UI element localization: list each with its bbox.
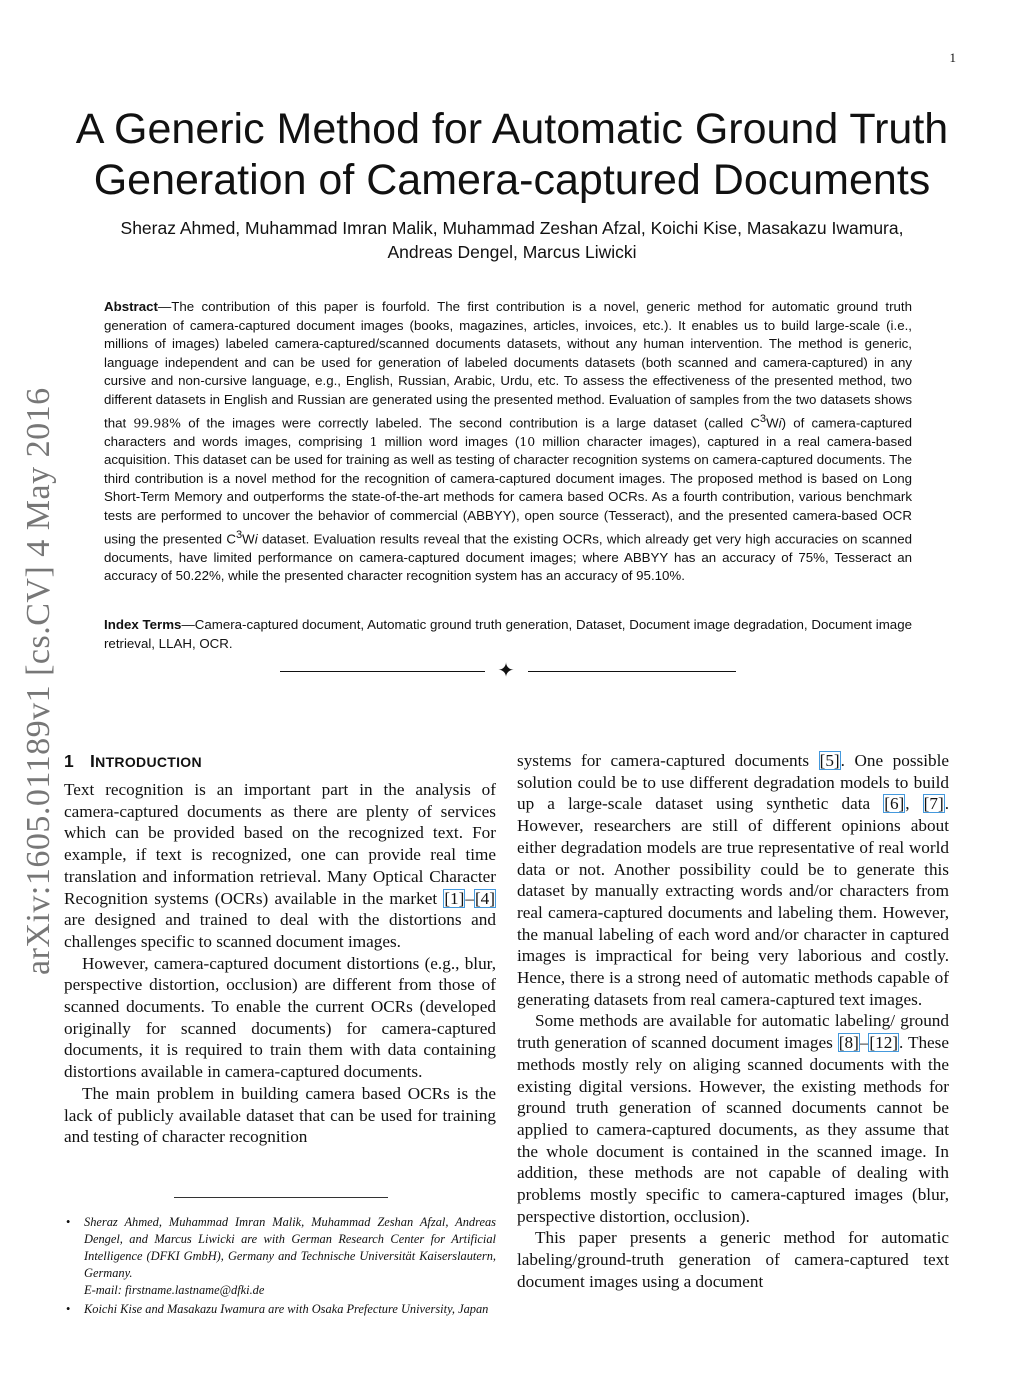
- paragraph-text: are designed and trained to deal with the distortions and challenges specific to scanned document images.: [64, 910, 496, 951]
- abstract-text: dataset. Evaluation results reveal that the existing OCRs, which already get very high accuracies on scanned documents, have limited performance on camera-captured document images; where ABBYY has an accuracy of 75%, Tesseract an accuracy of 50.22%, while the presented character recognition system has an accuracy of 95.10%.: [104, 530, 912, 584]
- divider-line-right: [528, 671, 736, 672]
- abstract-superscript: 3: [759, 412, 767, 425]
- abstract-text: million character images), captured in a real camera-based acquisition. This dataset can be used for training as well as testing of character recognition systems on camera-captured documents. The third contribution is a novel method for the recognition of camera-captured document images. The proposed method is based on Long Short-Term Memory and outperforms the state-of-the-art methods for camera based OCRs. As a fourth contribution, various benchmark tests are performed to uncover the behavior of commercial (ABBYY), open source (Tesseract), and the presented camera-based OCR using the presented C: [104, 433, 912, 546]
- citation-link[interactable]: [8]: [838, 1033, 859, 1053]
- abstract-superscript: 3: [235, 528, 243, 541]
- index-terms-label: Index Terms: [104, 617, 182, 632]
- footnotes: [64, 1214, 496, 1320]
- arxiv-stamp: arXiv:1605.01189v1 [cs.CV] 4 May 2016: [20, 387, 57, 975]
- authors-line-2: Andreas Dengel, Marcus Liwicki: [387, 242, 637, 262]
- paragraph-text: –: [859, 1033, 869, 1053]
- footnote-affiliation-dfki: [64, 1214, 496, 1299]
- footnote-email: E-mail: firstname.lastname@dfki.de: [84, 1283, 265, 1297]
- paragraph-text: systems for camera-captured documents: [517, 751, 819, 770]
- paragraph-text: . However, researchers are still of different opinions about either degradation models are true representative of real world data or not. Another possibility could be to generate this dataset by manually extracting words and/or characters from real camera-captured documents and labeling them. However, the manual labeling of each word and/or character in captured images is impractical for being very laborious and costly. Hence, there is a strong need of automatic methods capable of generating datasets from real camera-captured text images.: [517, 794, 949, 1009]
- footnote-affiliation-osaka: [64, 1301, 496, 1318]
- page-number: 1: [949, 50, 956, 65]
- divider-line-left: [280, 671, 485, 672]
- abstract-text: W: [766, 414, 779, 430]
- abstract-text: million word images (: [377, 433, 520, 449]
- index-terms-text: —Camera-captured document, Automatic ground truth generation, Dataset, Document image degradation, Document image retrieval, LLAH, OCR.: [104, 617, 912, 651]
- citation-link[interactable]: [1]: [444, 888, 465, 908]
- author-list: [40, 216, 984, 264]
- citation-link[interactable]: [12]: [869, 1033, 899, 1053]
- abstract-label: Abstract: [104, 299, 158, 314]
- paragraph-text: Text recognition is an important part in the analysis of camera-captured documents as there are plenty of services which can be provided based on the recognized text. For example, if text is recognized, one can provide real time translation and information retrieval. Many Optical Character Recognition systems (OCRs) available in the market: [64, 780, 496, 908]
- abstract-math: 1: [369, 433, 378, 449]
- abstract-math: 99.98%: [133, 414, 182, 430]
- section-heading-introduction: [64, 750, 496, 773]
- citation-link[interactable]: [6]: [884, 794, 905, 814]
- footnote-text: Koichi Kise and Masakazu Iwamura are with Osaka Prefecture University, Japan: [84, 1302, 489, 1316]
- abstract-text: of the images were correctly labeled. The second contribution is a large dataset (called C: [181, 414, 760, 430]
- abstract-text: —The contribution of this paper is fourfold. The first contribution is a novel, generic method for automatic ground truth generation of camera-captured document images (books, magazines, articles, invoices, etc.). It enables us to build large-scale (i.e., millions of images) labeled camera-captured/scanned documents datasets, without any human intervention. The method is generic, language independent and can be used for generation of labeled documents datasets (both scanned and camera-captured) in any cursive and non-cursive language, e.g., English, Russian, Arabic, Urdu, etc. To assess the effectiveness of the presented method, two different datasets in English and Russian are generated using the presented method. Evaluation of samples from the two datasets shows that: [104, 299, 912, 430]
- paragraph-text: Some methods are available for automatic labeling/ ground truth generation of scanned document images: [517, 1011, 949, 1053]
- paper-title: [40, 104, 984, 206]
- citation-link[interactable]: [5]: [819, 751, 840, 770]
- abstract: [104, 298, 912, 586]
- paragraph: [64, 779, 496, 953]
- bullet-icon: •: [66, 1215, 71, 1229]
- index-terms: [104, 616, 912, 653]
- paragraph: The main problem in building camera based OCRs is the lack of publicly available dataset that can be used for training and testing of character recognition: [64, 1083, 496, 1147]
- paragraph-text: –: [465, 888, 474, 908]
- abstract-italic: i: [254, 530, 258, 546]
- citation-link[interactable]: [4]: [474, 888, 495, 908]
- paragraph: This paper presents a generic method for automatic labeling/ground-truth generation of camera-captured text document images using a document: [517, 1228, 949, 1291]
- abstract-italic: i: [778, 414, 782, 430]
- title-line-2: Generation of Camera-captured Documents: [93, 156, 931, 204]
- paragraph: However, camera-captured document distortions (e.g., blur, perspective distortion, occlusion) are different from those of scanned documents. To enable the current OCRs (developed originally for scanned documents) for camera-captured documents, it is required to train them with data containing distortions available in camera-captured documents.: [64, 953, 496, 1082]
- authors-line-1: Sheraz Ahmed, Muhammad Imran Malik, Muhammad Zeshan Afzal, Koichi Kise, Masakazu Iwamura,: [120, 218, 904, 238]
- paragraph-text: . One possible solution could be to use different degradation models to build up a large-scale dataset using synthetic data: [517, 751, 949, 814]
- right-column: [517, 750, 949, 1293]
- paragraph: [517, 1010, 949, 1227]
- section-title-initial: I: [90, 751, 96, 771]
- section-divider: [280, 660, 736, 684]
- bullet-icon: •: [66, 1302, 71, 1316]
- footnote-rule: [174, 1197, 388, 1198]
- left-column: [64, 750, 496, 1148]
- footnote-text: Sheraz Ahmed, Muhammad Imran Malik, Muhammad Zeshan Afzal, Andreas Dengel, and Marcus Liwicki are with German Research Center for Artificial Intelligence (DFKI GmbH), Germany and Technische Universität Kaiserslautern, Germany.: [84, 1215, 496, 1280]
- title-line-1: A Generic Method for Automatic Ground Truth: [75, 105, 949, 153]
- paragraph-text: ,: [905, 794, 923, 814]
- section-title-rest: NTRODUCTION: [95, 754, 202, 770]
- abstract-math: 10: [519, 433, 536, 449]
- abstract-text: ) of camera-captured characters and words images, comprising: [104, 414, 912, 449]
- divider-star-icon: ✦: [497, 660, 515, 682]
- citation-link[interactable]: [7]: [923, 794, 944, 814]
- section-number: 1: [64, 751, 75, 771]
- abstract-text: W: [242, 530, 255, 546]
- paragraph-text: . These methods mostly rely on aliging scanned documents with the existing digital versions. However, the existing methods for ground truth generation of scanned documents cannot be applied to camera-captured documents, as they assume that the whole document is contained in the scanned image. In addition, these methods are not capable of dealing with problems mostly specific to camera-captured images (blur, perspective distortion, occlusion).: [517, 1033, 949, 1226]
- paragraph: [517, 750, 949, 1010]
